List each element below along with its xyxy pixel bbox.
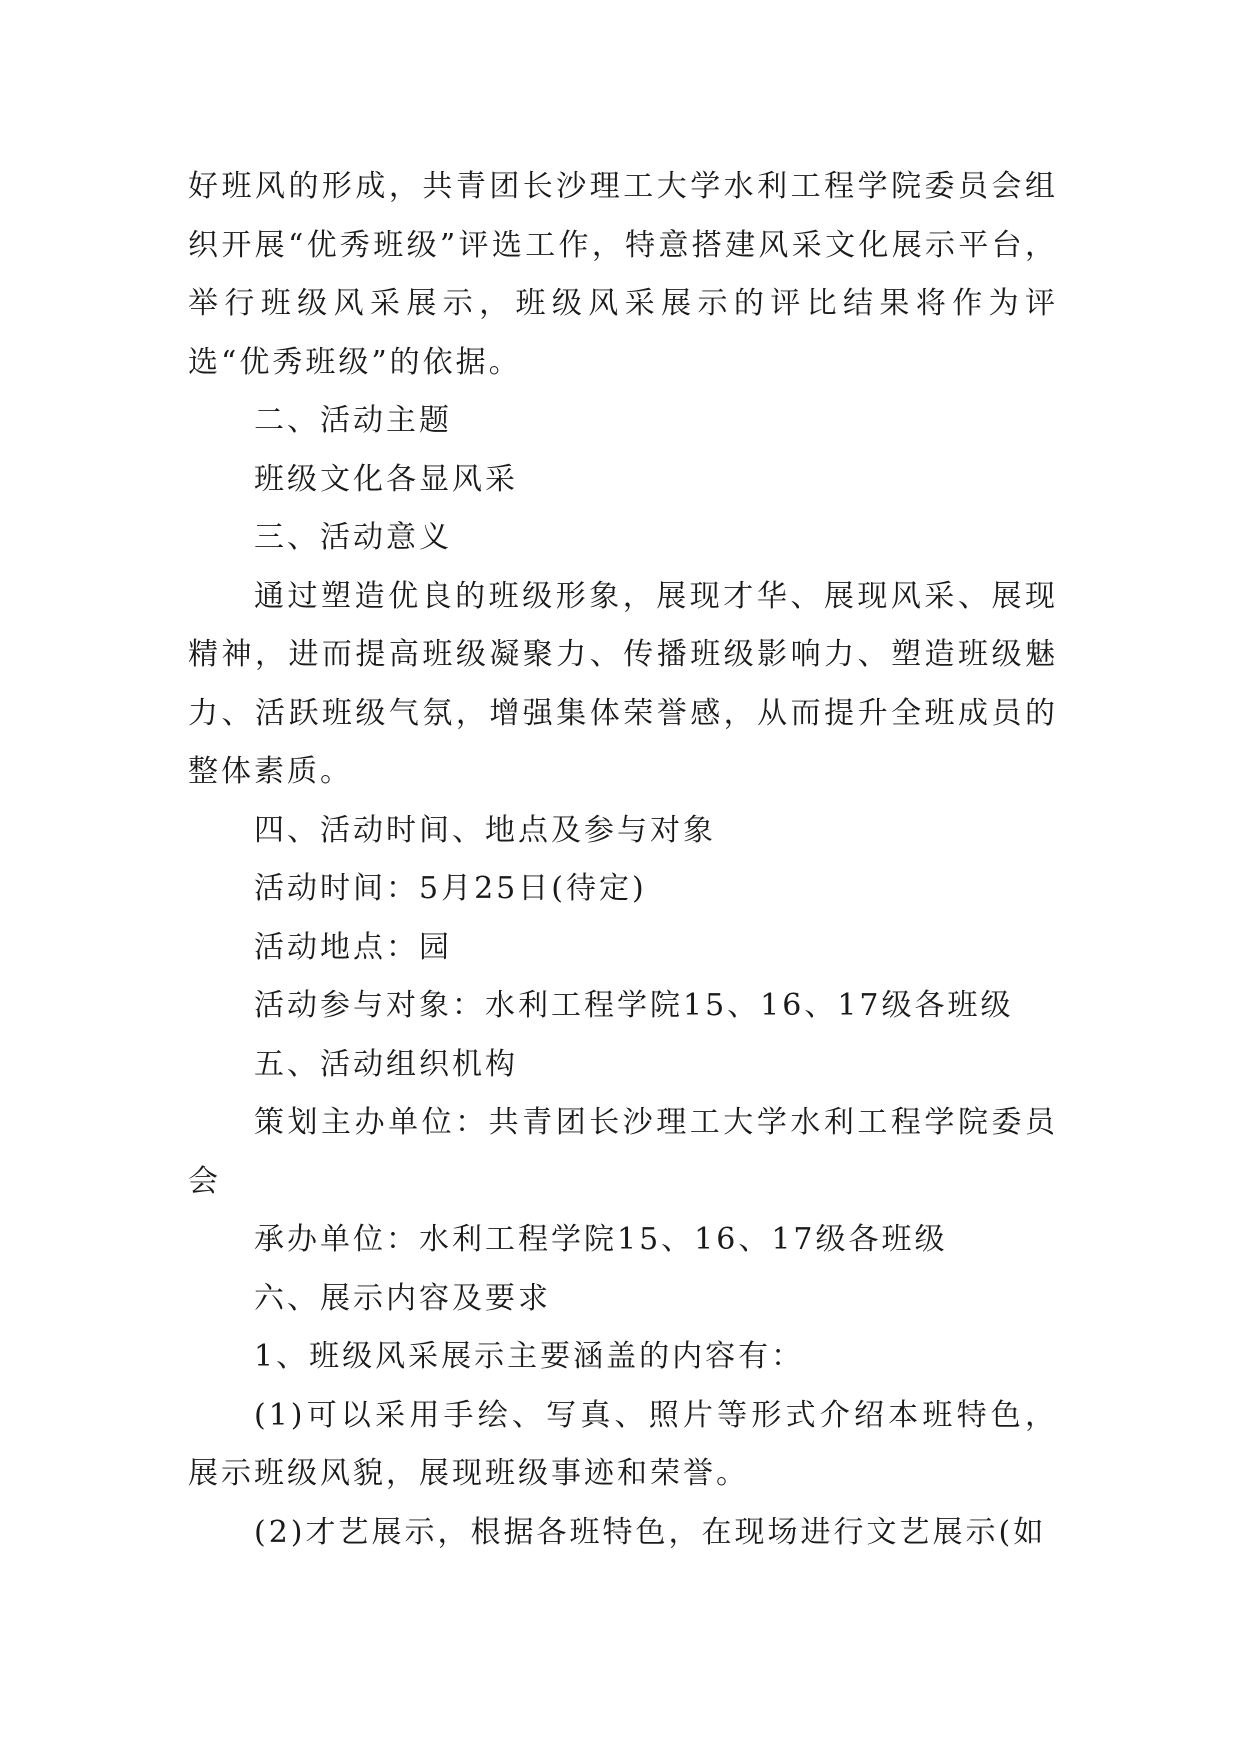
paragraph-content-item-1: 1、班级风采展示主要涵盖的内容有： bbox=[254, 1339, 805, 1374]
document-body bbox=[188, 158, 1058, 1562]
paragraph-activity-theme: 班级文化各显风采 bbox=[254, 461, 518, 497]
heading-activity-theme: 二、活动主题 bbox=[254, 403, 452, 438]
paragraph-content-subitem-2: (2)才艺展示，根据各班特色，在现场进行文艺展示(如 bbox=[254, 1514, 1047, 1550]
paragraph-organizer: 策划主办单位：共青团长沙理工大学水利工程学院委员会 bbox=[188, 1105, 1058, 1199]
paragraph-content-subitem-1: (1)可以采用手绘、写真、照片等形式介绍本班特色，展示班级风貌，展现班级事迹和荣誉。 bbox=[188, 1397, 1058, 1491]
heading-time-place-participants: 四、活动时间、地点及参与对象 bbox=[254, 812, 716, 848]
paragraph-intro-continued: 好班风的形成，共青团长沙理工大学水利工程学院委员会组织开展“优秀班级”评选工作，特意搭建风采文化展示平台，举行班级风采展示，班级风采展示的评比结果将作为评选“优秀班级”的依据。 bbox=[188, 169, 1058, 380]
paragraph-activity-time: 活动时间：5月25日(待定) bbox=[254, 871, 647, 906]
heading-organization: 五、活动组织机构 bbox=[254, 1046, 518, 1082]
heading-content-requirements: 六、展示内容及要求 bbox=[254, 1280, 551, 1316]
heading-activity-significance: 三、活动意义 bbox=[254, 520, 452, 555]
paragraph-activity-significance: 通过塑造优良的班级形象，展现才华、展现风采、展现精神，进而提高班级凝聚力、传播班级影响力、塑造班级魅力、活跃班级气氛，增强集体荣誉感，从而提升全班成员的整体素质。 bbox=[188, 578, 1058, 789]
paragraph-activity-place: 活动地点：园 bbox=[254, 929, 452, 965]
paragraph-activity-participants: 活动参与对象：水利工程学院15、16、17级各班级 bbox=[254, 988, 1014, 1023]
paragraph-host-unit: 承办单位：水利工程学院15、16、17级各班级 bbox=[254, 1222, 948, 1257]
